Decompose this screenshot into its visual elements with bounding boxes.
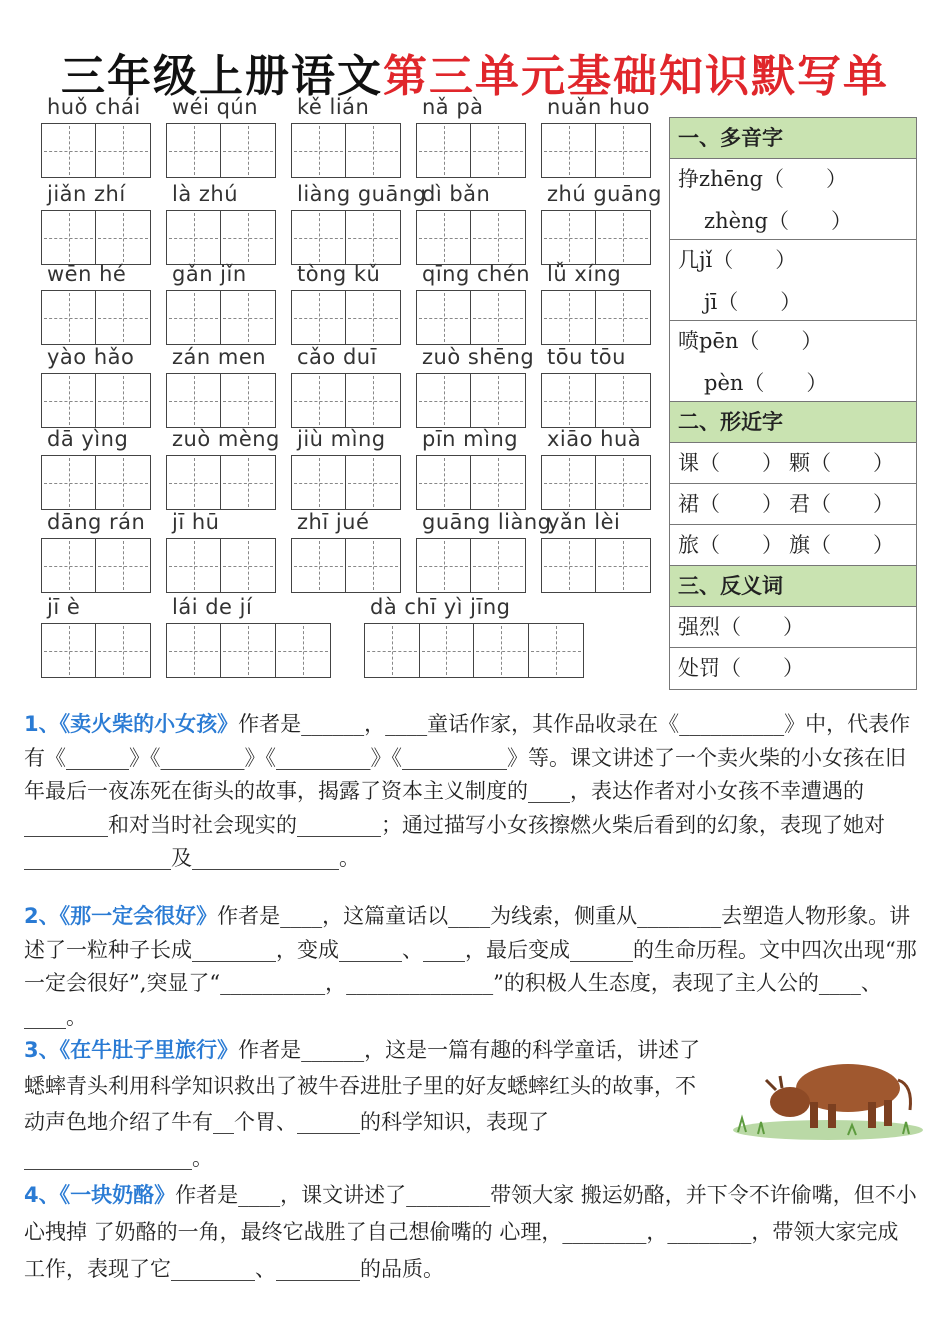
writing-cell[interactable] <box>42 124 96 177</box>
writing-cell[interactable] <box>542 211 596 264</box>
pinyin-label: guāng liàng <box>422 510 552 534</box>
title-part2: 第三单元基础知识默写单 <box>383 51 889 102</box>
polyphone-line-a: 几jǐ（ ） <box>678 248 797 272</box>
pinyin-label: tòng kǔ <box>297 262 381 286</box>
passage-text: 作者是______，这是一篇有趣的科学童话，讲述了蟋蟀青头利用科学知识救出了被牛吞进肚子里的好友蟋蟀红头的故事，不动声色地介绍了牛有__个胃、______的科学知识，表现了________________。 <box>24 1038 701 1170</box>
writing-cell[interactable] <box>221 211 275 264</box>
pinyin-label: zhú guāng <box>547 182 662 206</box>
pinyin-label: là zhú <box>172 182 239 206</box>
writing-cell[interactable] <box>96 374 150 427</box>
pinyin-label: tōu tōu <box>547 345 626 369</box>
writing-box-group[interactable] <box>166 455 276 510</box>
writing-cell[interactable] <box>96 456 150 509</box>
writing-box-group[interactable] <box>416 455 526 510</box>
pinyin-label: cǎo duī <box>297 345 377 369</box>
similar-row <box>670 525 916 566</box>
pinyin-label: zuò shēng <box>422 345 535 369</box>
writing-cell[interactable] <box>542 291 596 344</box>
passage-title: 《卖火柴的小女孩》 <box>59 712 239 736</box>
writing-cell[interactable] <box>96 124 150 177</box>
pinyin-label: pīn mìng <box>422 427 519 451</box>
writing-box-group[interactable] <box>541 290 651 345</box>
passage-number: 2、 <box>24 904 60 928</box>
polyphone-line-a: 喷pēn（ ） <box>678 329 823 353</box>
writing-box-group[interactable] <box>291 538 401 593</box>
writing-cell[interactable] <box>420 624 475 677</box>
writing-cell[interactable] <box>96 624 150 677</box>
writing-cell[interactable] <box>417 291 471 344</box>
writing-cell[interactable] <box>221 624 275 677</box>
passage-text: 作者是____，这篇童话以____为线索，侧重从________去塑造人物形象。讲述了一粒种子长成________，变成______、____，最后变成______的生命历程。文中四次出现“那一定会很好”,突显了“__________，______________”的积极人生态度，表现了主人公的____、____。 <box>24 904 917 1029</box>
passage-title: 《在牛肚子里旅行》 <box>59 1038 239 1062</box>
pinyin-label: qīng chén <box>422 262 531 286</box>
pinyin-label: lǚ xíng <box>547 262 622 286</box>
writing-cell[interactable] <box>417 374 471 427</box>
pinyin-label: dà chī yì jīng <box>370 595 511 619</box>
writing-box-group[interactable] <box>41 123 151 178</box>
writing-cell[interactable] <box>346 456 400 509</box>
writing-box-group[interactable] <box>416 210 526 265</box>
writing-cell[interactable] <box>167 624 221 677</box>
writing-box-group[interactable] <box>166 623 331 678</box>
writing-box-group[interactable] <box>291 210 401 265</box>
writing-cell[interactable] <box>346 211 400 264</box>
writing-cell[interactable] <box>471 211 525 264</box>
writing-cell[interactable] <box>42 624 96 677</box>
writing-cell[interactable] <box>542 124 596 177</box>
writing-box-group[interactable] <box>41 290 151 345</box>
pinyin-label: dì bǎn <box>422 182 491 206</box>
writing-cell[interactable] <box>596 539 650 592</box>
passage-2 <box>24 900 924 1034</box>
writing-box-group[interactable] <box>166 538 276 593</box>
passage-1 <box>24 708 924 876</box>
writing-cell[interactable] <box>167 539 221 592</box>
writing-cell[interactable] <box>596 211 650 264</box>
pinyin-label: kě lián <box>297 95 370 119</box>
pinyin-label: huǒ chái <box>47 95 141 119</box>
writing-cell[interactable] <box>417 456 471 509</box>
writing-box-group[interactable] <box>166 210 276 265</box>
pinyin-label: jiǎn zhí <box>47 182 126 206</box>
writing-cell[interactable] <box>42 291 96 344</box>
writing-cell[interactable] <box>221 291 275 344</box>
writing-cell[interactable] <box>529 624 584 677</box>
writing-cell[interactable] <box>542 456 596 509</box>
passage-text: 作者是______，____童话作家，其作品收录在《__________》中，代表作有《______》《________》《_________》《__________》等。课文讲述了一个卖火柴的小女孩在旧年最后一夜冻死在街头的故事，揭露了资本主义制度的____，表达作者对小女孩不幸遭遇的________和对当时社会现实的________；通过描写小女孩擦燃火柴后看到的幻象，表现了她对______________及______________。 <box>24 712 911 870</box>
writing-box-group[interactable] <box>364 623 584 678</box>
writing-box-group[interactable] <box>541 455 651 510</box>
writing-cell[interactable] <box>167 374 221 427</box>
pinyin-label: jī hū <box>172 510 220 534</box>
pinyin-label: zuò mèng <box>172 427 280 451</box>
polyphone-row <box>670 240 916 321</box>
passage-3 <box>24 1032 714 1176</box>
cow-illustration <box>728 1040 928 1140</box>
pinyin-label: wéi qún <box>172 95 259 119</box>
writing-cell[interactable] <box>42 539 96 592</box>
writing-cell[interactable] <box>346 124 400 177</box>
writing-box-group[interactable] <box>541 210 651 265</box>
pinyin-label: dāng rán <box>47 510 146 534</box>
pinyin-label: jiù mìng <box>297 427 386 451</box>
writing-cell[interactable] <box>474 624 529 677</box>
writing-box-group[interactable] <box>416 123 526 178</box>
writing-box-group[interactable] <box>291 455 401 510</box>
pinyin-label: nǎ pà <box>422 95 484 119</box>
writing-box-group[interactable] <box>291 373 401 428</box>
pinyin-label: zhī jué <box>297 510 370 534</box>
pinyin-writing-grid <box>0 0 670 690</box>
writing-box-group[interactable] <box>416 290 526 345</box>
writing-cell[interactable] <box>221 539 275 592</box>
writing-cell[interactable] <box>596 291 650 344</box>
writing-cell[interactable] <box>167 211 221 264</box>
title-part1: 三年级上册语文 <box>61 51 383 102</box>
pinyin-label: xiāo huà <box>547 427 642 451</box>
writing-box-group[interactable] <box>541 373 651 428</box>
writing-cell[interactable] <box>221 124 275 177</box>
writing-box-group[interactable] <box>541 123 651 178</box>
writing-cell[interactable] <box>471 291 525 344</box>
section-polyphone-header: 一、多音字 <box>670 118 916 159</box>
writing-cell[interactable] <box>596 124 650 177</box>
writing-box-group[interactable] <box>41 210 151 265</box>
writing-cell[interactable] <box>42 211 96 264</box>
polyphone-row <box>670 159 916 240</box>
pinyin-label: jī è <box>47 595 81 619</box>
writing-cell[interactable] <box>292 211 346 264</box>
antonym-row: 处罚（ ） <box>678 656 804 680</box>
antonym-row: 强烈（ ） <box>670 607 916 648</box>
writing-cell[interactable] <box>292 456 346 509</box>
writing-cell[interactable] <box>221 374 275 427</box>
polyphone-line-a: 挣zhēng（ ） <box>678 167 847 191</box>
writing-cell[interactable] <box>292 374 346 427</box>
writing-cell[interactable] <box>42 456 96 509</box>
similar-a: 课（ ） <box>678 451 783 475</box>
pinyin-label: wēn hé <box>47 262 127 286</box>
similar-row <box>670 484 916 525</box>
writing-cell[interactable] <box>542 539 596 592</box>
writing-cell[interactable] <box>221 456 275 509</box>
writing-cell[interactable] <box>471 124 525 177</box>
writing-box-group[interactable] <box>541 538 651 593</box>
writing-cell[interactable] <box>417 124 471 177</box>
similar-row <box>670 443 916 484</box>
passage-title: 《一块奶酪》 <box>59 1183 176 1207</box>
polyphone-line-b: zhèng（ ） <box>704 209 852 233</box>
pinyin-label: zán men <box>172 345 267 369</box>
writing-cell[interactable] <box>96 211 150 264</box>
polyphone-row <box>670 321 916 402</box>
section-similar-header: 二、形近字 <box>670 402 916 443</box>
pinyin-label: liàng guāng <box>297 182 427 206</box>
writing-cell[interactable] <box>167 124 221 177</box>
writing-cell[interactable] <box>276 624 330 677</box>
writing-box-group[interactable] <box>416 538 526 593</box>
writing-box-group[interactable] <box>166 123 276 178</box>
polyphone-line-b: pèn（ ） <box>704 371 828 395</box>
writing-box-group[interactable] <box>41 623 151 678</box>
writing-cell[interactable] <box>365 624 420 677</box>
writing-cell[interactable] <box>542 374 596 427</box>
writing-box-group[interactable] <box>166 290 276 345</box>
writing-cell[interactable] <box>292 291 346 344</box>
writing-box-group[interactable] <box>41 455 151 510</box>
writing-cell[interactable] <box>346 539 400 592</box>
writing-cell[interactable] <box>292 124 346 177</box>
writing-box-group[interactable] <box>416 373 526 428</box>
pinyin-label: nuǎn huo <box>547 95 650 119</box>
polyphone-line-b: jī（ ） <box>704 290 802 314</box>
pinyin-label: yào hǎo <box>47 345 135 369</box>
passage-number: 1、 <box>24 712 60 736</box>
pinyin-label: lái de jí <box>172 595 253 619</box>
writing-cell[interactable] <box>471 456 525 509</box>
writing-cell[interactable] <box>596 374 650 427</box>
writing-cell[interactable] <box>96 539 150 592</box>
writing-box-group[interactable] <box>291 290 401 345</box>
writing-cell[interactable] <box>346 291 400 344</box>
writing-cell[interactable] <box>96 291 150 344</box>
writing-cell[interactable] <box>167 291 221 344</box>
similar-b: 君（ ） <box>789 492 894 516</box>
writing-cell[interactable] <box>167 456 221 509</box>
similar-a: 裙（ ） <box>678 492 783 516</box>
passage-text: 作者是____，课文讲述了________带领大家 搬运奶酪，并下令不许偷嘴，但不小心拽掉 了奶酪的一角，最终它战胜了自己想偷嘴的 心理，________，________，带领大家完成 工作，表现了它________、________的品质。 <box>24 1183 917 1281</box>
writing-cell[interactable] <box>471 539 525 592</box>
writing-cell[interactable] <box>417 539 471 592</box>
passage-number: 3、 <box>24 1038 60 1062</box>
similar-a: 旅（ ） <box>678 533 783 557</box>
section-antonym-header: 三、反义词 <box>670 566 916 607</box>
passage-title: 《那一定会很好》 <box>59 904 218 928</box>
writing-box-group[interactable] <box>41 373 151 428</box>
writing-cell[interactable] <box>292 539 346 592</box>
pinyin-label: gǎn jǐn <box>172 262 247 286</box>
writing-cell[interactable] <box>471 374 525 427</box>
side-panel <box>669 117 917 690</box>
writing-box-group[interactable] <box>291 123 401 178</box>
writing-cell[interactable] <box>42 374 96 427</box>
writing-cell[interactable] <box>346 374 400 427</box>
writing-box-group[interactable] <box>166 373 276 428</box>
writing-cell[interactable] <box>596 456 650 509</box>
similar-b: 颗（ ） <box>789 451 894 475</box>
pinyin-label: dā yìng <box>47 427 129 451</box>
pinyin-label: yǎn lèi <box>547 510 621 534</box>
passage-4 <box>24 1177 924 1288</box>
writing-box-group[interactable] <box>41 538 151 593</box>
similar-b: 旗（ ） <box>789 533 894 557</box>
writing-cell[interactable] <box>417 211 471 264</box>
passage-number: 4、 <box>24 1183 60 1207</box>
